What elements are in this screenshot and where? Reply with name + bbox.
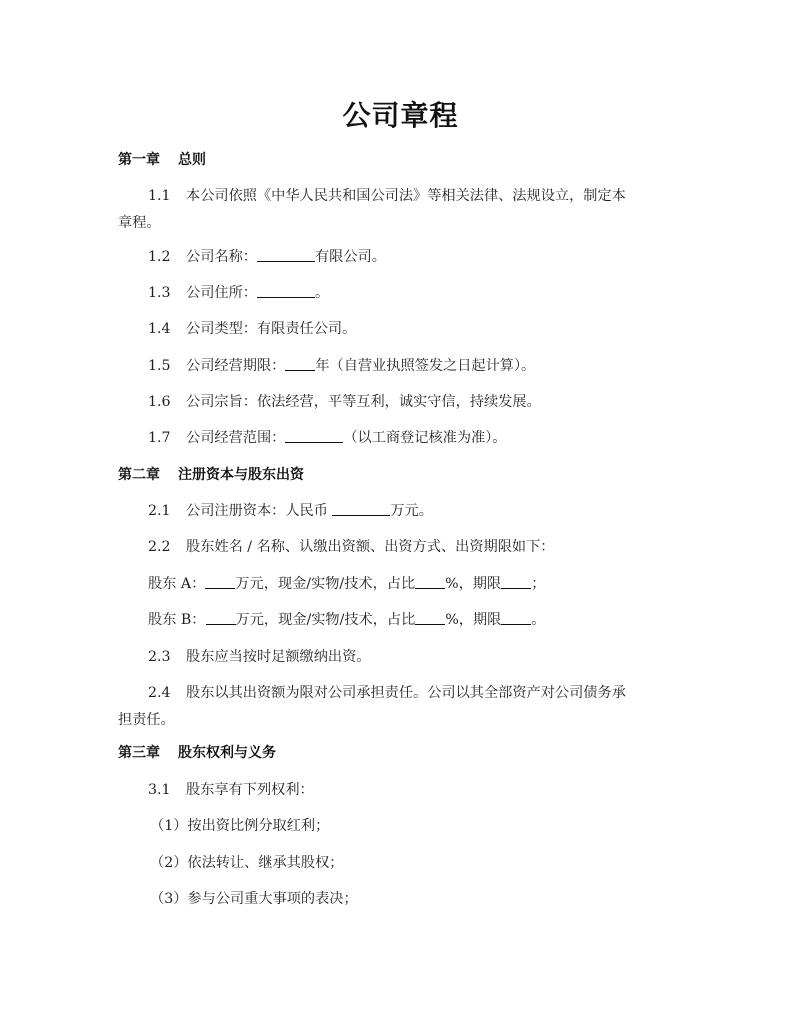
shareholder-b-amount-blank[interactable] [206, 611, 236, 625]
shareholder-percent-unit: %，期限 [445, 576, 502, 592]
clause-label: 公司注册资本：人民币 [186, 503, 333, 519]
shareholder-end: 。 [531, 612, 546, 628]
clause-text-continued: 担责任。 [118, 712, 175, 728]
clause-2-1 [118, 498, 708, 525]
clause-suffix: 。 [314, 285, 330, 301]
chapter-heading-3 [118, 740, 678, 767]
clause-text: 股东应当按时足额缴纳出资。 [186, 649, 371, 665]
clause-suffix: 有限公司。 [314, 249, 386, 265]
shareholder-a-amount-blank[interactable] [205, 575, 235, 589]
shareholder-label: 股东 B： [148, 612, 206, 628]
clause-number: 2.4 [148, 685, 171, 701]
clause-text: 股东以其出资额为限对公司承担责任。公司以其全部资产对公司债务承 [186, 685, 626, 701]
chapter-heading-2 [118, 462, 678, 489]
shareholder-b-term-blank[interactable] [501, 611, 531, 625]
right-text: 按出资比例分取红利； [187, 818, 330, 834]
clause-text: 股东姓名 / 名称、认缴出资额、出资方式、出资期限如下： [186, 539, 555, 555]
right-item-3 [118, 886, 710, 913]
shareholder-b-percent-blank[interactable] [415, 611, 445, 625]
chapter-heading-1 [118, 147, 678, 174]
clause-label: 公司名称： [186, 249, 257, 265]
shareholder-end: ； [531, 576, 546, 592]
clause-suffix: 年（自营业执照签发之日起计算）。 [315, 358, 536, 374]
clause-2-4 [118, 680, 678, 734]
clause-number: 2.2 [148, 539, 171, 555]
clause-3-1 [118, 777, 708, 804]
clause-2-2 [118, 534, 708, 561]
right-number: （3） [150, 891, 188, 907]
shareholder-b-row [118, 607, 708, 634]
clause-suffix: 万元。 [390, 503, 433, 519]
clause-1-6 [118, 389, 708, 416]
clause-number: 1.7 [148, 430, 171, 446]
clause-1-1 [118, 183, 678, 237]
clause-1-2 [118, 244, 708, 271]
clause-number: 1.2 [148, 249, 171, 265]
chapter-title: 股东权利与义务 [178, 745, 276, 761]
clause-1-3 [118, 280, 708, 307]
right-item-1 [118, 813, 710, 840]
shareholder-label: 股东 A： [148, 576, 206, 592]
shareholder-amount-unit: 万元，现金/实物/技术，占比 [235, 612, 416, 628]
clause-2-3 [118, 644, 708, 671]
shareholder-percent-unit: %，期限 [445, 612, 502, 628]
shareholder-a-term-blank[interactable] [501, 575, 531, 589]
clause-label: 公司经营期限： [186, 358, 286, 374]
clause-label: 公司住所： [186, 285, 257, 301]
clause-text: 公司类型：有限责任公司。 [186, 321, 357, 337]
clause-1-5 [118, 353, 708, 380]
shareholder-amount-unit: 万元，现金/实物/技术，占比 [235, 576, 416, 592]
business-scope-blank[interactable] [285, 429, 343, 443]
shareholder-a-row [118, 571, 708, 598]
clause-number: 1.4 [148, 321, 171, 337]
clause-number: 1.5 [148, 358, 171, 374]
clause-text-continued: 章程。 [118, 215, 161, 231]
clause-number: 1.1 [148, 188, 171, 204]
chapter-number: 第二章 [118, 467, 160, 483]
shareholder-a-percent-blank[interactable] [415, 575, 445, 589]
clause-number: 1.6 [148, 394, 171, 410]
right-number: （2） [150, 855, 188, 871]
clause-1-4 [118, 316, 708, 343]
clause-suffix: （以工商登记核准为准）。 [343, 430, 507, 446]
clause-1-7 [118, 425, 708, 452]
right-text: 依法转让、继承其股权； [187, 855, 344, 871]
chapter-number: 第三章 [118, 745, 160, 761]
clause-label: 公司经营范围： [186, 430, 286, 446]
company-name-blank[interactable] [257, 248, 315, 262]
document-title: 公司章程 [342, 99, 459, 132]
clause-number: 2.3 [148, 649, 171, 665]
clause-number: 1.3 [148, 285, 171, 301]
right-text: 参与公司重大事项的表决； [187, 891, 358, 907]
right-item-2 [118, 850, 710, 877]
chapter-number: 第一章 [118, 152, 160, 168]
clause-number: 2.1 [148, 503, 171, 519]
clause-text: 股东享有下列权利： [186, 782, 314, 798]
clause-text: 本公司依照《中华人民共和国公司法》等相关法律、法规设立，制定本 [186, 188, 626, 204]
chapter-title: 总则 [178, 152, 206, 168]
clause-number: 3.1 [148, 782, 171, 798]
right-number: （1） [150, 818, 188, 834]
company-address-blank[interactable] [257, 284, 315, 298]
clause-text: 公司宗旨：依法经营，平等互利，诚实守信，持续发展。 [186, 394, 541, 410]
chapter-title: 注册资本与股东出资 [178, 467, 304, 483]
registered-capital-blank[interactable] [332, 502, 390, 516]
business-term-blank[interactable] [285, 357, 315, 371]
